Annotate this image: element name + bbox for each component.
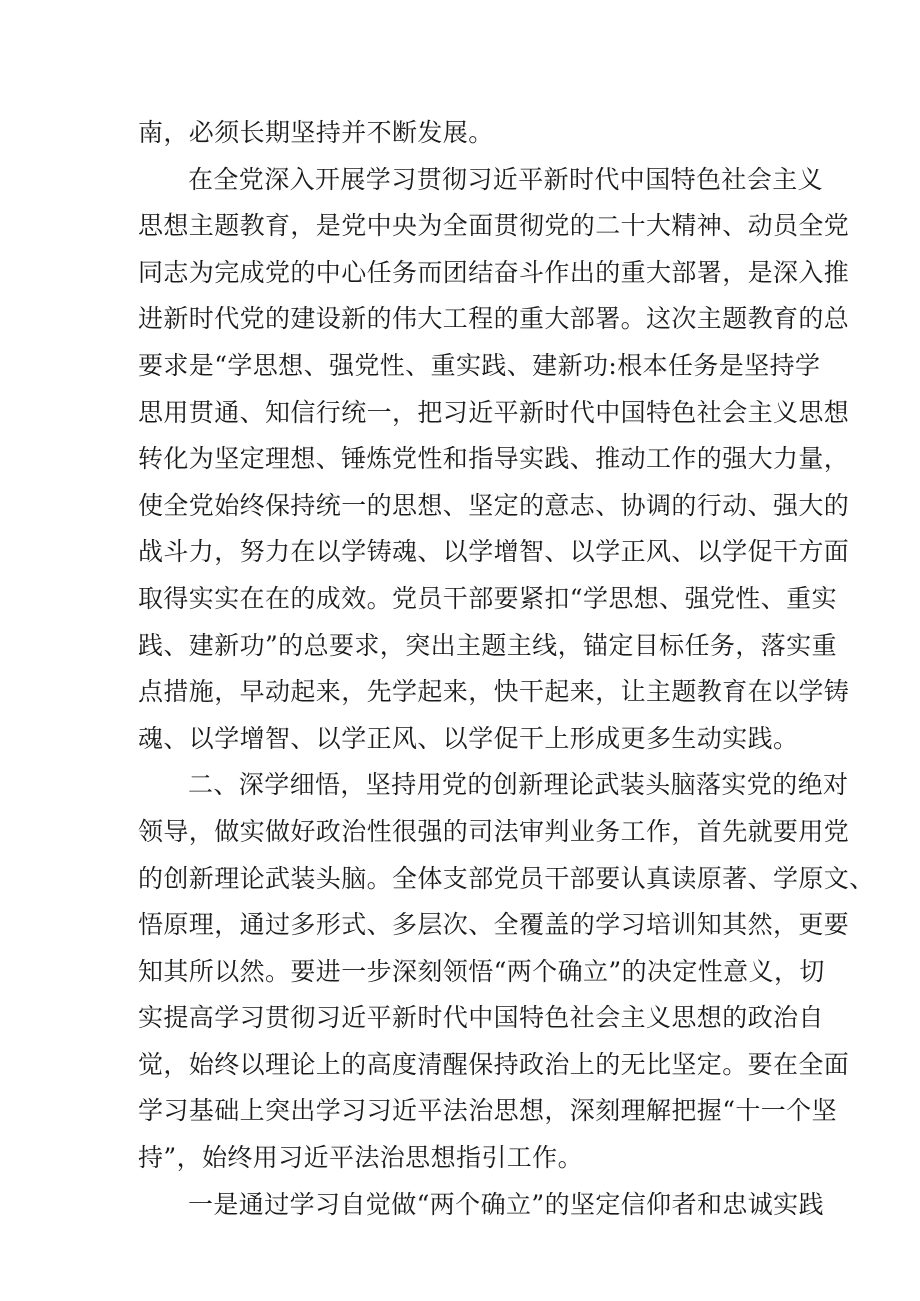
text-line: 的创新理论武装头脑。全体支部党员干部要认真读原著、学原文、 [138, 863, 875, 893]
text-line: 学习基础上突出学习习近平法治思想，深刻理解把握“十一个坚 [138, 1096, 837, 1126]
text-line: 战斗力，努力在以学铸魂、以学增智、以学正风、以学促干方面 [138, 537, 850, 567]
text-line: 取得实实在在的成效。党员干部要紧扣“学思想、强党性、重实 [138, 583, 837, 613]
text-line: 持”，始终用习近平法治思想指引工作。 [138, 1143, 583, 1173]
text-line: 悟原理，通过多形式、多层次、全覆盖的学习培训知其然，更要 [138, 910, 850, 940]
text-line: 转化为坚定理想、锤炼党性和指导实践、推动工作的强大力量， [138, 444, 850, 474]
text-line: 魂、以学增智、以学正风、以学促干上形成更多生动实践。 [138, 723, 799, 753]
section-heading-line: 二、深学细悟，坚持用党的创新理论武装头脑落实党的绝对 [188, 770, 849, 800]
text-line: 知其所以然。要进一步深刻领悟“两个确立”的决定性意义，切 [138, 956, 825, 986]
text-line: 思用贯通、知信行统一，把习近平新时代中国特色社会主义思想 [138, 397, 850, 427]
text-line: 思想主题教育，是党中央为全面贯彻党的二十大精神、动员全党 [138, 211, 850, 241]
text-line: 点措施，早动起来，先学起来，快干起来，让主题教育在以学铸 [138, 677, 850, 707]
text-line: 南，必须长期坚持并不断发展。 [138, 118, 494, 147]
text-line: 进新时代党的建设新的伟大工程的重大部署。这次主题教育的总 [138, 304, 850, 334]
text-line: 领导，做实做好政治性很强的司法审判业务工作，首先就要用党 [138, 816, 850, 846]
text-line: 践、建新功”的总要求，突出主题主线，锚定目标任务，落实重 [138, 630, 837, 660]
paragraph-start-line: 在全党深入开展学习贯彻习近平新时代中国特色社会主义 [188, 164, 824, 194]
text-line: 觉，始终以理论上的高度清醒保持政治上的无比坚定。要在全面 [138, 1049, 850, 1079]
text-line: 要求是“学思想、强党性、重实践、建新功:根本任务是坚持学 [138, 350, 821, 380]
paragraph-start-line: 一是通过学习自觉做“两个确立”的坚定信仰者和忠诚实践 [188, 1189, 824, 1219]
text-line: 同志为完成党的中心任务而团结奋斗作出的重大部署，是深入推 [138, 257, 850, 287]
text-line: 使全党始终保持统一的思想、坚定的意志、协调的行动、强大的 [138, 490, 850, 520]
text-line: 实提高学习贯彻习近平新时代中国特色社会主义思想的政治自 [138, 1003, 824, 1033]
document-body [138, 110, 875, 1228]
